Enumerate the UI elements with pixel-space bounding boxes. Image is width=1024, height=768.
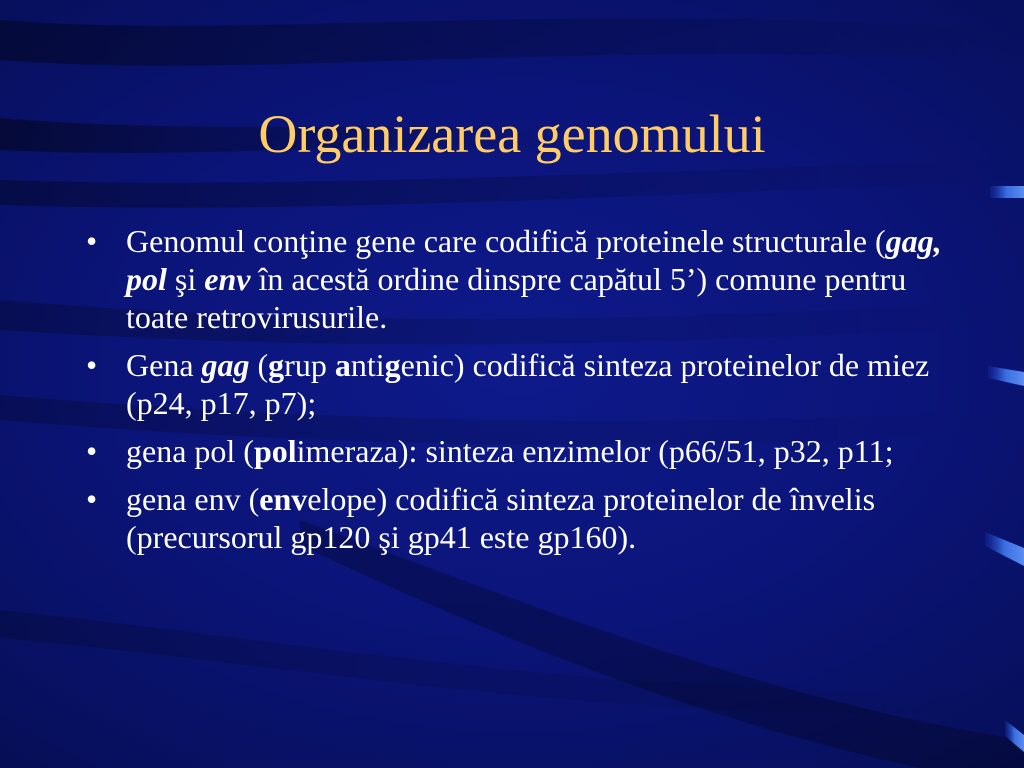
text-segment: Genomul conţine gene care codifică proteinele structurale ( bbox=[126, 223, 886, 259]
text-segment-bold: env bbox=[259, 481, 308, 517]
text-segment: enic) codifică sinteza proteinelor de miez (p24, p17, p7); bbox=[126, 347, 930, 421]
bullet-marker: • bbox=[86, 433, 98, 469]
bullet-text bbox=[126, 433, 893, 469]
text-segment-bold: g bbox=[384, 347, 401, 383]
bullet-marker: • bbox=[86, 223, 98, 259]
text-segment-bold: g bbox=[268, 347, 285, 383]
text-segment-bold: a bbox=[334, 347, 351, 383]
bullet-text bbox=[126, 223, 942, 335]
text-segment-emphasis: env bbox=[204, 261, 251, 297]
text-segment-emphasis: gag, pol bbox=[126, 223, 942, 297]
bullet-list bbox=[84, 222, 964, 566]
text-segment: gena env ( bbox=[126, 481, 260, 517]
bullet-marker: • bbox=[86, 347, 98, 383]
text-segment: rup bbox=[284, 347, 335, 383]
text-segment: nti bbox=[350, 347, 385, 383]
text-segment: în acestă ordine dinspre capătul 5’) comune pentru toate retrovirusurile. bbox=[126, 261, 907, 335]
bullet-item bbox=[84, 432, 964, 470]
bullet-item bbox=[84, 480, 964, 556]
text-segment: Gena bbox=[126, 347, 202, 383]
bullet-item bbox=[84, 346, 964, 422]
text-segment: gena pol ( bbox=[126, 433, 254, 469]
text-segment: şi bbox=[166, 261, 205, 297]
bullet-marker: • bbox=[86, 481, 98, 517]
text-segment: ( bbox=[249, 347, 269, 383]
text-segment: imeraza): sinteza enzimelor (p66/51, p32, p11; bbox=[296, 433, 894, 469]
bullet-text bbox=[126, 481, 875, 555]
bullet-item bbox=[84, 222, 964, 336]
text-segment: elope) codifică sinteza proteinelor de învelis (precursorul gp120 şi gp41 este gp160). bbox=[126, 481, 876, 555]
text-segment-emphasis: gag bbox=[201, 347, 250, 383]
text-segment-bold: pol bbox=[253, 433, 297, 469]
slide-title: Organizarea genomului bbox=[258, 104, 766, 164]
bullet-text bbox=[126, 347, 929, 421]
